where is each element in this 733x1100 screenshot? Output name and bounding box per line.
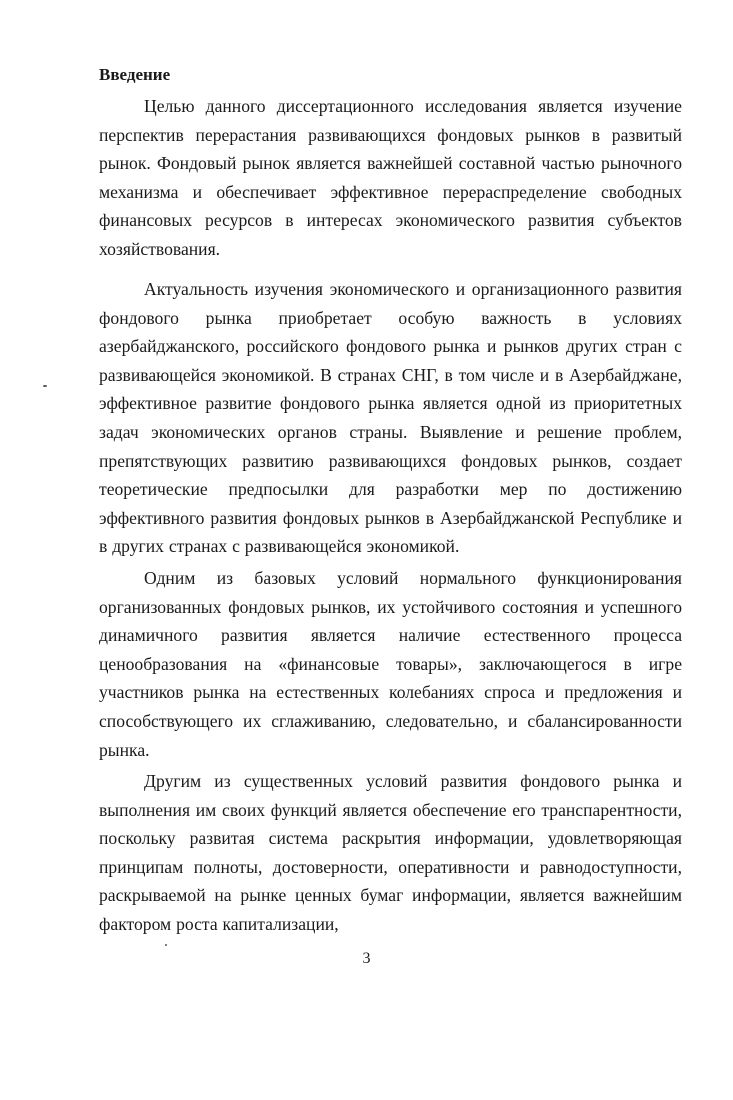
section-heading: Введение [99, 65, 171, 84]
paragraph-2: Актуальность изучения экономического и организационного развития фондового рынка приобретает особую важность в условиях азербайджанского, российского фондового рынка и рынков других стран с развивающейся экономикой. В странах СНГ, в том числе и в Азербайджане, эффективное развитие фондового рынка является одной из приоритетных задач экономических органов страны. Выявление и решение проблем, препятствующих развитию развивающихся фондовых рынков, создает теоретические предпосылки для разработки мер по достижению эффективного развития фондовых рынков в Азербайджанской Республике и в других странах с развивающейся экономикой. [99, 279, 682, 557]
paragraph-1: Целью данного диссертационного исследования является изучение перспектив перерастания развивающихся фондовых рынков в развитый рынок. Фондовый рынок является важнейшей составной частью рыночного механизма и обеспечивает эффективное перераспределение свободных финансовых ресурсов в интересах экономического развития субъектов хозяйствования. [99, 96, 682, 259]
scan-speck [43, 385, 47, 387]
scan-speck [165, 944, 167, 946]
page-number: 3 [362, 950, 371, 967]
paragraph-4: Другим из существенных условий развития фондового рынка и выполнения им своих функций является обеспечение его транспарентности, поскольку развитая система раскрытия информации, удовлетворяющая принципам полноты, достоверности, оперативности и равнодоступности, раскрываемой на рынке ценных бумаг информации, является важнейшим фактором роста капитализации, [99, 771, 682, 934]
paragraph-3: Одним из базовых условий нормального функционирования организованных фондовых рынков, их устойчивого состояния и успешного динамичного развития является наличие естественного процесса ценообразования на «финансовые товары», заключающегося в игре участников рынка на естественных колебаниях спроса и предложения и способствующего их сглаживанию, следовательно, и сбалансированности рынка. [99, 568, 682, 760]
